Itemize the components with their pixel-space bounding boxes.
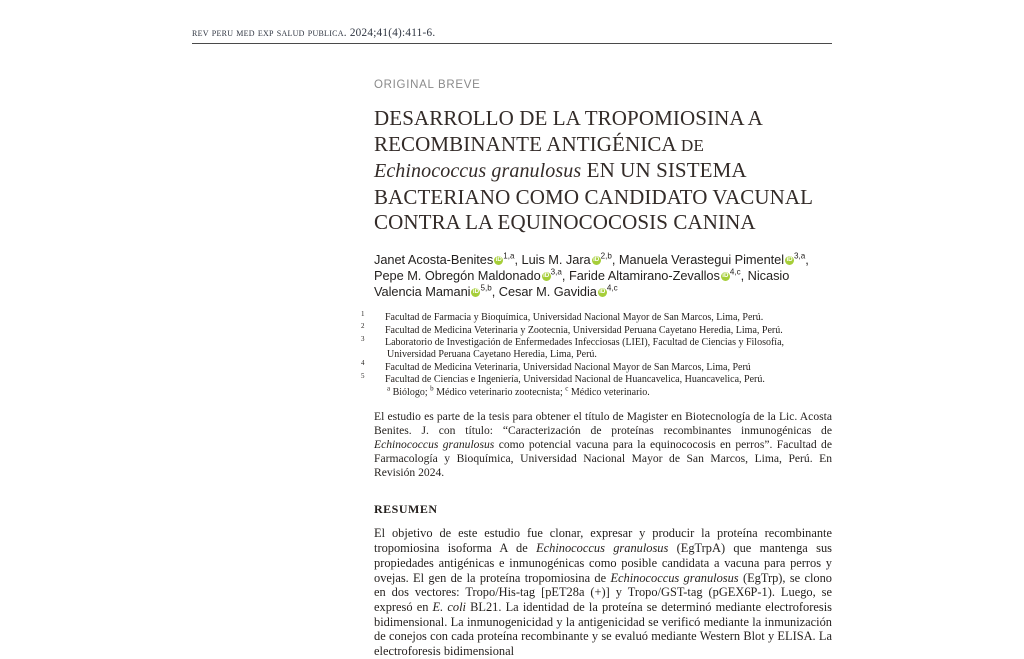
author-entry	[499, 284, 618, 299]
affiliation-text: Facultad de Medicina Veterinaria, Universidad Nacional Mayor de San Marcos, Lima, Perú	[385, 361, 751, 373]
orcid-id-icon[interactable]	[494, 256, 503, 265]
author-separator: ,	[561, 267, 569, 283]
article-column	[361, 78, 833, 659]
running-head-rule	[192, 43, 832, 44]
author-name: Faride Altamirano-Zevallos	[568, 267, 720, 283]
abstract-species-2: Echinococcus granulosus	[610, 570, 739, 585]
author-separator: ,	[611, 251, 619, 267]
author-name: Janet Acosta-Benites	[374, 251, 494, 267]
degree-marker: b	[430, 384, 434, 393]
abstract-seg-2: (EgTrpA) que mantenga sus propiedades antigénicas e inmunogénicas como posible candidata a vacuna para perros y ovejas. El gen de la proteína tropomiosina de	[374, 541, 832, 585]
orcid-id-icon[interactable]	[471, 288, 480, 297]
orcid-id-icon[interactable]	[721, 272, 730, 281]
affiliation-item: 1 Facultad de Farmacia y Bioquímica, Universidad Nacional Mayor de San Marcos, Lima, Perú.	[361, 309, 764, 324]
thesis-note-part-1: El estudio es parte de la tesis para obtener el título de Magister en Biotecnología de la Lic. Acosta Benites. J. con título: “Caracterización de proteínas recombinantes inmunogénicas de	[374, 409, 832, 437]
author-separator: ,	[491, 283, 499, 299]
orcid-id-icon[interactable]	[598, 288, 607, 297]
title-line-2a: RECOMBINANTE ANTIGÉNICA	[374, 131, 676, 156]
degree-marker: a	[387, 384, 391, 393]
thesis-note	[374, 410, 832, 480]
affiliation-text: Facultad de Ciencias e Ingeniería, Universidad Nacional de Huancavelica, Huancavelica, Perú.	[385, 374, 765, 386]
thesis-note-part-2: como potencial vacuna para la equinococosis en perros”. Facultad de Farmacología y Bioquímica, Universidad Nacional Mayor de San Marcos, Lima, Perú. En Revisión 2024.	[374, 437, 833, 479]
title-species-name: Echinococcus granulosus	[374, 160, 582, 182]
abstract-seg-1: El objetivo de este estudio fue clonar, expresar y producir la proteína recombinante tropomiosina isoforma A de	[374, 526, 832, 556]
orcid-id-icon[interactable]	[592, 256, 601, 265]
abstract-body	[374, 526, 832, 658]
affiliation-text: Facultad de Medicina Veterinaria y Zootecnia, Universidad Peruana Cayetano Heredia, Lima, Perú.	[385, 324, 783, 336]
author-entry	[522, 252, 619, 267]
orcid-id-icon[interactable]	[542, 272, 551, 281]
affiliation-item: 4 Facultad de Medicina Veterinaria, Universidad Nacional Mayor de San Marcos, Lima, Perú	[361, 359, 751, 373]
degree-text: Médico veterinario zootecnista;	[433, 386, 566, 398]
author-name: Luis M. Jara	[521, 251, 591, 267]
author-list	[374, 252, 832, 301]
title-line-3b: EN UN SISTEMA	[586, 158, 747, 182]
page-title	[374, 106, 832, 236]
author-affiliation-marker: 1,a	[503, 251, 515, 261]
author-name: Pepe M. Obregón Maldonado	[374, 267, 541, 283]
author-name: Nicasio Valencia Mamani	[374, 267, 790, 299]
thesis-note-species: Echinococcus granulosus	[374, 437, 495, 451]
affiliation-item: 2 Facultad de Medicina Veterinaria y Zootecnia, Universidad Peruana Cayetano Heredia, Lima, Perú.	[361, 322, 783, 336]
author-entry	[374, 268, 569, 283]
author-entry	[374, 252, 522, 267]
orcid-id-icon[interactable]	[785, 256, 794, 265]
title-line-2b: DE	[680, 135, 705, 155]
title-line-4: BACTERIANO COMO CANDIDATO VACUNAL	[374, 184, 814, 209]
title-line-5: CONTRA LA EQUINOCOCOSIS CANINA	[374, 210, 756, 234]
article-type-kicker: ORIGINAL BREVE	[374, 79, 481, 91]
author-separator: ,	[805, 251, 809, 267]
affiliation-text: Facultad de Farmacia y Bioquímica, Universidad Nacional Mayor de San Marcos, Lima, Perú.	[385, 312, 764, 324]
author-affiliation-marker: 4,c	[729, 267, 741, 277]
degree-text: Biólogo;	[390, 386, 431, 398]
author-name: Manuela Verastegui Pimentel	[618, 251, 785, 267]
author-separator: ,	[514, 251, 522, 267]
author-entry	[619, 252, 809, 267]
author-affiliation-marker: 3,a	[794, 251, 806, 261]
author-separator: ,	[740, 267, 748, 283]
running-head-citation: rev peru med exp salud publica. 2024;41(4):411-6.	[192, 27, 436, 39]
abstract-seg-3: (EgTrp), se clono en dos vectores: Tropo/His-tag [pET28a (+)] y Tropo/GST-tag (pGEX6P-1). Luego, se expresó en	[374, 570, 832, 614]
affiliation-list	[361, 309, 832, 399]
author-affiliation-marker: 5,b	[480, 283, 492, 293]
degree-marker: c	[565, 384, 569, 393]
affiliation-text: Laboratorio de Investigación de Enfermedades Infecciosas (LIEI), Facultad de Ciencias y Filosofía, Universidad Peruana Cayetano Heredia, Lima, Perú.	[385, 336, 785, 361]
abstract-species-1: Echinococcus granulosus	[536, 541, 669, 556]
author-name: Cesar M. Gavidia	[498, 283, 597, 299]
affiliation-item: 5 Facultad de Ciencias e Ingeniería, Universidad Nacional de Huancavelica, Huancavelica, Perú.	[361, 371, 765, 386]
abstract-seg-4: BL21. La identidad de la proteína se determinó mediante electroforesis bidimensional. La inmunogenicidad y la antigenicidad se verificó mediante la inmunización de conejos con cada proteína recombinante y se evaluó mediante Western Blot y ELISA. La electroforesis bidimensional	[374, 600, 832, 659]
affiliation-item: 3 Laboratorio de Investigación de Enfermedades Infecciosas (LIEI), Facultad de Ciencias y Filosofía, Universidad Peruana Cayetano Heredia, Lima, Perú.	[361, 334, 785, 361]
abstract-heading: RESUMEN	[374, 502, 438, 517]
degree-footnote-list	[374, 384, 650, 398]
author-affiliation-marker: 3,a	[550, 267, 562, 277]
abstract-organism-3: E. coli	[432, 600, 466, 614]
author-affiliation-marker: 2,b	[600, 251, 612, 261]
author-affiliation-marker: 4,c	[606, 283, 618, 293]
running-head	[192, 26, 832, 44]
degree-text: Médico veterinario.	[568, 386, 650, 398]
title-line-1: DESARROLLO DE LA TROPOMIOSINA A	[374, 106, 763, 130]
author-entry	[569, 268, 748, 283]
